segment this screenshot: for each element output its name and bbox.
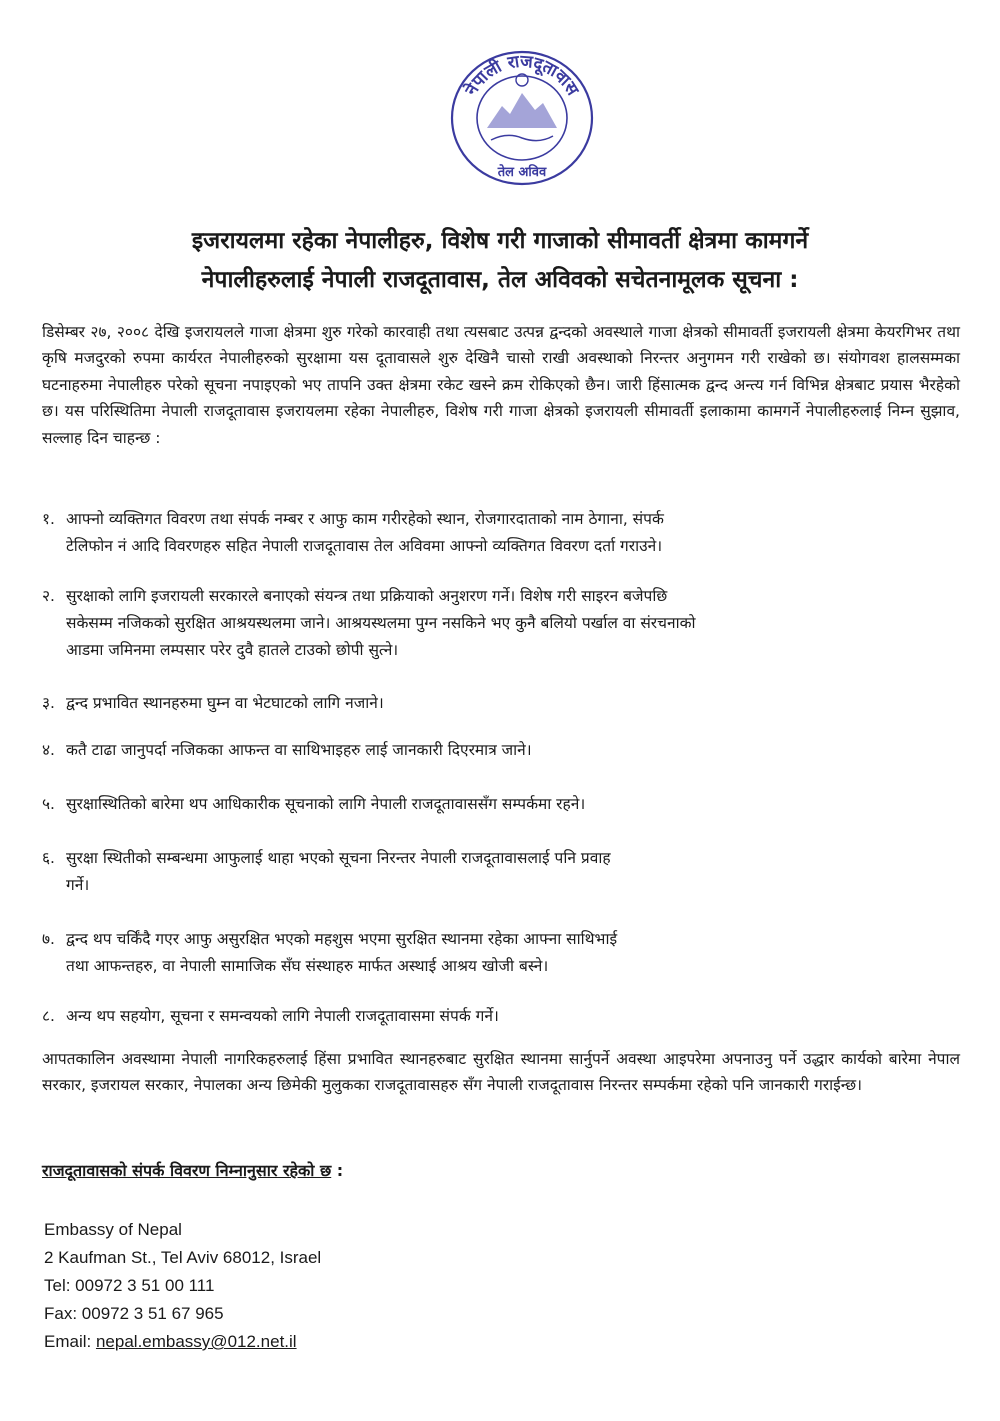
- embassy-tel: Tel: 00972 3 51 00 111: [44, 1276, 215, 1295]
- item-text: आफ्नो व्यक्तिगत विवरण तथा संपर्क नम्बर र आफु काम गरीरहेको स्थान, रोजगारदाताको नाम ठेगाना, संपर्क: [66, 510, 664, 528]
- advice-item-3: [42, 690, 922, 717]
- title-line-2: नेपालीहरुलाई नेपाली राजदूतावास, तेल अविवको सचेतनामूलक सूचना :: [201, 267, 799, 293]
- embassy-seal-icon: [447, 48, 597, 188]
- item-text: सुरक्षास्थितिको बारेमा थप आधिकारीक सूचनाको लागि नेपाली राजदूतावाससँग सम्पर्कमा रहने।: [66, 795, 586, 813]
- advice-item-4: [42, 737, 922, 764]
- item-text: कतै टाढा जानुपर्दा नजिकका आफन्त वा साथिभाइहरु लाई जानकारी दिएरमात्र जाने।: [66, 741, 532, 759]
- item-number: ४.: [42, 741, 55, 759]
- item-number: ६.: [42, 849, 55, 867]
- advice-item-1: [42, 506, 922, 560]
- seal-top-text: नेपाली राजदूतावास: [461, 51, 583, 100]
- email-link[interactable]: nepal.embassy@012.net.il: [95, 1332, 297, 1351]
- item-text-cont: सकेसम्म नजिकको सुरक्षित आश्रयस्थलमा जाने। आश्रयस्थलमा पुग्न नसकिने भए कुनै बलियो पर्खाल वा संरचनाको: [66, 614, 696, 632]
- contact-heading-suffix: :: [331, 1161, 344, 1180]
- advice-item-7: [42, 926, 922, 980]
- item-text: सुरक्षाको लागि इजरायली सरकारले बनाएको संयन्त्र तथा प्रक्रियाको अनुशरण गर्ने। विशेष गरी साइरन बजेपछि: [66, 587, 668, 605]
- embassy-address: 2 Kaufman St., Tel Aviv 68012, Israel: [44, 1248, 322, 1267]
- item-number: ७.: [42, 930, 55, 948]
- item-text-cont: तथा आफन्तहरु, वा नेपाली सामाजिक सँघ संस्थाहरु मार्फत अस्थाई आश्रय खोजी बस्ने।: [66, 957, 549, 975]
- item-number: ८.: [42, 1007, 55, 1025]
- embassy-name: Embassy of Nepal: [44, 1220, 182, 1239]
- email-label: Email:: [44, 1332, 96, 1351]
- contact-heading: [42, 1159, 343, 1181]
- advice-item-5: [42, 791, 922, 818]
- notice-title: [40, 222, 960, 300]
- advice-item-6: [42, 845, 922, 899]
- item-text: द्वन्द थप चर्किंदै गएर आफु असुरक्षित भएको महशुस भएमा सुरक्षित स्थानमा रहेका आफ्ना साथिभाई: [66, 930, 618, 948]
- embassy-fax: Fax: 00972 3 51 67 965: [44, 1304, 224, 1323]
- item-text: अन्य थप सहयोग, सूचना र समन्वयको लागि नेपाली राजदूतावासमा संपर्क गर्ने।: [66, 1007, 499, 1025]
- item-number: १.: [42, 510, 55, 528]
- item-text-cont: आडमा जमिनमा लम्पसार परेर दुवै हातले टाउको छोपी सुत्ने।: [66, 641, 399, 659]
- advice-item-2: [42, 583, 922, 664]
- intro-paragraph: डिसेम्बर २७, २००८ देखि इजरायलले गाजा क्षेत्रमा शुरु गरेको कारवाही तथा त्यसबाट उत्पन्न द्वन्दको अवस्थाले गाजा क्षेत्रको सीमावर्ती इजरायली क्षेत्रमा केयरगिभर तथा कृषि मजदुरको रुपमा कार्यरत नेपालीहरुको सुरक्षामा यस दूतावासले शुरु देखिनै चासो राखी अवस्थाको निरन्तर अनुगमन गरी राखेको छ। संयोगवश हालसम्मका घटनाहरुमा नेपालीहरु परेको सूचना नपाइएको भए तापनि उक्त क्षेत्रमा रकेट खस्ने क्रम रोकिएको छैन। जारी हिंसात्मक द्वन्द अन्त्य गर्न विभिन्न क्षेत्रबाट प्रयास भैरहेको छ। यस परिस्थितिमा नेपाली राजदूतावास इजरायलमा रहेका नेपालीहरु, विशेष गरी गाजा क्षेत्रको इजरायली सीमावर्ती इलाकामा कामगर्ने नेपालीहरुलाई निम्न सुझाव, सल्लाह दिन चाहन्छ :: [42, 323, 960, 447]
- contact-heading-text: राजदूतावासको संपर्क विवरण निम्नानुसार रहेको छ: [42, 1161, 332, 1180]
- item-text-cont: टेलिफोन नं आदि विवरणहरु सहित नेपाली राजदूतावास तेल अविवमा आफ्नो व्यक्तिगत विवरण दर्ता गराउने।: [66, 537, 663, 555]
- closing-paragraph: आपतकालिन अवस्थामा नेपाली नागरिकहरुलाई हिंसा प्रभावित स्थानहरुबाट सुरक्षित स्थानमा सार्नुपर्ने अवस्था आइपरेमा अपनाउनु पर्ने उद्धार कार्यको बारेमा नेपाल सरकार, इजरायल सरकार, नेपालका अन्य छिमेकी मुलुकका राजदूतावासहरु सँग नेपाली राजदूतावास निरन्तर सम्पर्कमा रहेको पनि जानकारी गराईन्छ।: [42, 1050, 960, 1095]
- contact-details: [44, 1216, 321, 1356]
- item-number: ५.: [42, 795, 55, 813]
- seal-bottom-text: तेल अविव: [497, 165, 547, 180]
- item-text-cont: गर्ने।: [66, 876, 90, 894]
- title-line-1: इजरायलमा रहेका नेपालीहरु, विशेष गरी गाजाको सीमावर्ती क्षेत्रमा कामगर्ने: [191, 228, 809, 254]
- item-text: द्वन्द प्रभावित स्थानहरुमा घुम्न वा भेटघाटको लागि नजाने।: [66, 694, 384, 712]
- item-number: २.: [42, 587, 55, 605]
- item-number: ३.: [42, 694, 55, 712]
- advice-item-8: [42, 1003, 922, 1030]
- embassy-email-row: [44, 1328, 321, 1356]
- item-text: सुरक्षा स्थितीको सम्बन्धमा आफुलाई थाहा भएको सूचना निरन्तर नेपाली राजदूतावासलाई पनि प्रवाह: [66, 849, 611, 867]
